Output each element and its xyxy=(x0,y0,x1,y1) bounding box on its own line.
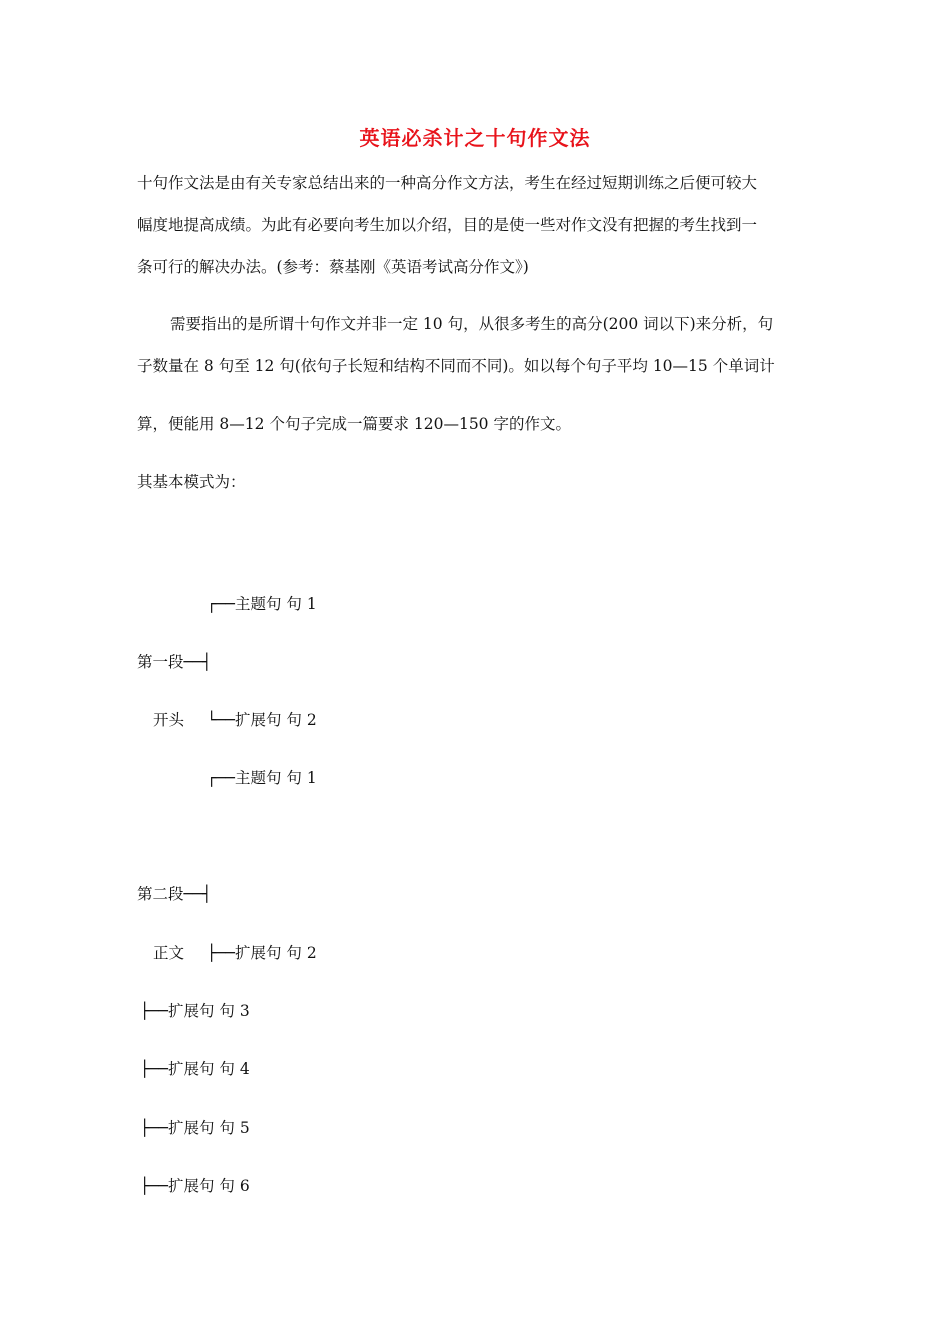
outline-expand-2b: ├──扩展句 句 2 xyxy=(207,944,317,962)
para2-line-3: 算，便能用 8—12 个句子完成一篇要求 120—150 字的作文。 xyxy=(137,415,571,433)
outline-expand-2: └──扩展句 句 2 xyxy=(207,711,317,729)
outline-paragraph-2: 第二段──┤ xyxy=(137,885,212,903)
outline-body-label: 正文 xyxy=(153,944,185,962)
outline-expand-4: ├──扩展句 句 4 xyxy=(140,1060,250,1078)
outline-opening-label: 开头 xyxy=(153,711,185,729)
para2-line-1: 需要指出的是所谓十句作文并非一定 10 句，从很多考生的高分(200 词以下)来分析，句 xyxy=(170,315,774,333)
intro-line-1: 十句作文法是由有关专家总结出来的一种高分作文方法，考生在经过短期训练之后便可较大 xyxy=(137,174,758,192)
outline-topic-1: ┌──主题句 句 1 xyxy=(207,595,317,613)
intro-line-3: 条可行的解决办法。(参考：蔡基刚《英语考试高分作文》) xyxy=(137,258,529,276)
outline-expand-6: ├──扩展句 句 6 xyxy=(140,1177,250,1195)
outline-expand-5: ├──扩展句 句 5 xyxy=(140,1119,250,1137)
outline-paragraph-1: 第一段──┤ xyxy=(137,653,212,671)
model-intro: 其基本模式为： xyxy=(137,473,246,491)
outline-topic-1b: ┌──主题句 句 1 xyxy=(207,769,317,787)
para2-line-2: 子数量在 8 句至 12 句(依句子长短和结构不同而不同)。如以每个句子平均 10—15 个单词计 xyxy=(137,357,775,375)
intro-line-2: 幅度地提高成绩。为此有必要向考生加以介绍，目的是使一些对作文没有把握的考生找到一 xyxy=(137,216,758,234)
outline-expand-3: ├──扩展句 句 3 xyxy=(140,1002,250,1020)
document-title: 英语必杀计之十句作文法 xyxy=(359,126,591,150)
